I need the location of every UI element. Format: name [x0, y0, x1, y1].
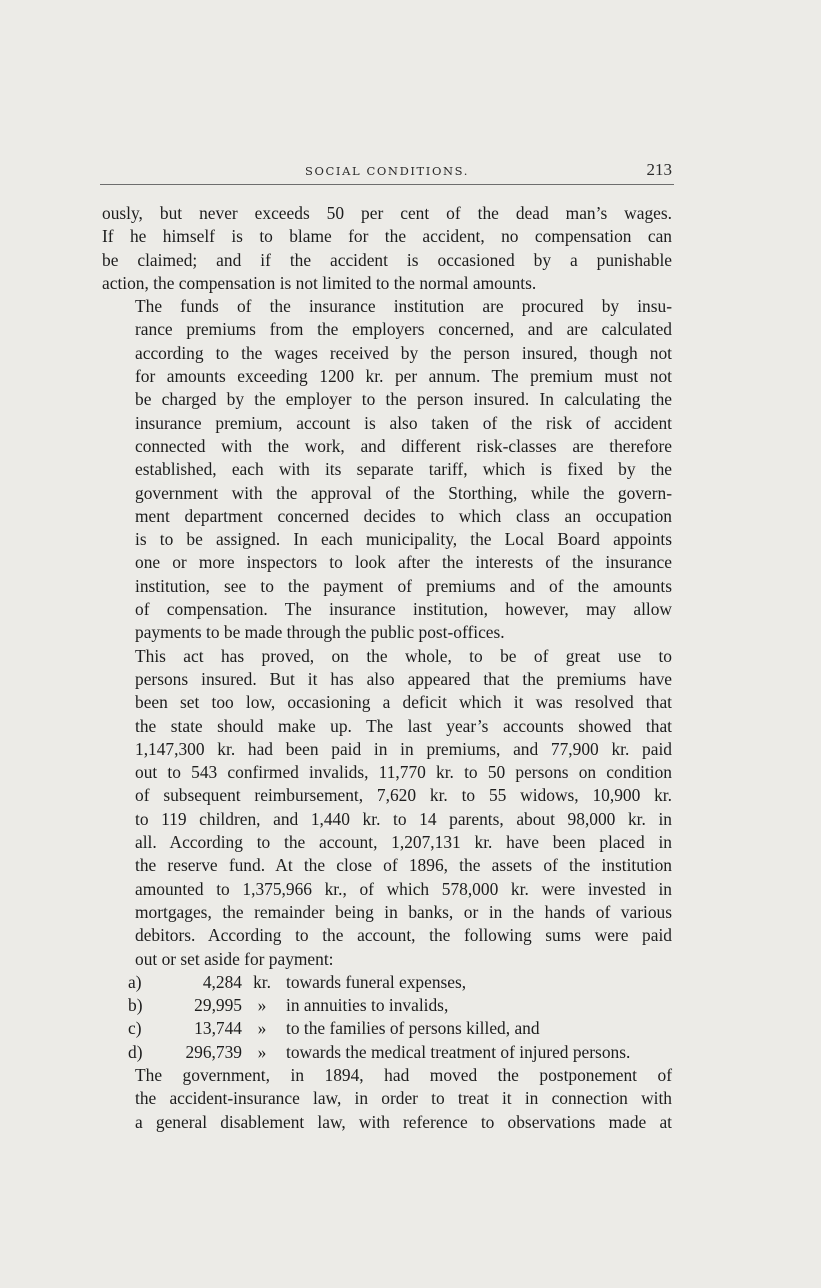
text-line: amounted to 1,375,966 kr., of which 578,000 kr. were invested in: [135, 878, 672, 899]
item-description: towards funeral expenses,: [286, 971, 467, 992]
text-line: the accident-insurance law, in order to treat it in connection with: [135, 1088, 672, 1109]
paragraph-4: [102, 1064, 672, 1134]
payment-list-item: [102, 1017, 672, 1040]
text-line: established, each with its separate tariff, which is fixed by the: [135, 459, 672, 480]
text-line: out to 543 confirmed invalids, 11,770 kr. to 50 persons on condition: [135, 762, 672, 783]
text-line: institution, see to the payment of premiums and of the amounts: [135, 575, 672, 596]
payment-list-item: [102, 971, 672, 994]
text-line: the state should make up. The last year’s accounts showed that: [135, 715, 672, 736]
text-line: a general disablement law, with reference to observations made at: [135, 1111, 672, 1132]
item-label: a): [128, 971, 142, 992]
payment-list-item: [102, 994, 672, 1017]
item-label: c): [128, 1018, 142, 1039]
text-line: be charged by the employer to the person insured. In calculating the: [135, 389, 672, 410]
text-line: for amounts exceeding 1200 kr. per annum. The premium must not: [135, 366, 672, 387]
text-line: debitors. According to the account, the following sums were paid: [135, 925, 672, 946]
text-line: been set too low, occasioning a deficit which it was resolved that: [135, 692, 672, 713]
text-line: If he himself is to blame for the accident, no compensation can: [102, 226, 672, 247]
text-line: one or more inspectors to look after the interests of the insurance: [135, 552, 672, 573]
item-unit: kr.: [253, 971, 271, 992]
text-line: all. According to the account, 1,207,131 kr. have been placed in: [135, 832, 672, 853]
item-unit: »: [257, 1041, 267, 1062]
text-line: action, the compensation is not limited to the normal amounts.: [102, 272, 537, 293]
item-description: in annuities to invalids,: [286, 995, 449, 1016]
text-line: persons insured. But it has also appeared that the premiums have: [135, 668, 672, 689]
item-description: to the families of persons killed, and: [286, 1018, 540, 1039]
text-line: to 119 children, and 1,440 kr. to 14 parents, about 98,000 kr. in: [135, 808, 672, 829]
item-amount: 29,995: [194, 995, 242, 1016]
item-amount: 4,284: [202, 971, 242, 992]
page-number: 213: [646, 160, 672, 179]
header-rule: [100, 184, 674, 185]
paragraph-3: [102, 645, 672, 971]
text-line: government with the approval of the Storthing, while the govern-: [135, 482, 672, 503]
text-line: mortgages, the remainder being in banks, or in the hands of various: [135, 901, 672, 922]
payment-list: [102, 971, 672, 1064]
text-line: out or set aside for payment:: [135, 948, 334, 969]
item-unit: »: [257, 995, 267, 1016]
body-text: [102, 202, 672, 1134]
item-amount: 296,739: [185, 1041, 242, 1062]
text-line: insurance premium, account is also taken of the risk of accident: [135, 412, 672, 433]
text-line: is to be assigned. In each municipality, the Local Board appoints: [135, 529, 672, 550]
text-line: of compensation. The insurance institution, however, may allow: [135, 599, 672, 620]
text-line: ment department concerned decides to which class an occupation: [135, 505, 672, 526]
paragraph-2: [102, 295, 672, 644]
text-line: payments to be made through the public post-offices.: [135, 622, 505, 643]
paragraph-1: [102, 202, 672, 295]
running-title: SOCIAL CONDITIONS.: [305, 164, 469, 178]
item-description: towards the medical treatment of injured persons.: [286, 1041, 631, 1062]
payment-list-item: [102, 1041, 672, 1064]
text-line: of subsequent reimbursement, 7,620 kr. to 55 widows, 10,900 kr.: [135, 785, 672, 806]
item-label: b): [128, 995, 143, 1016]
text-line: rance premiums from the employers concerned, and are calculated: [135, 319, 672, 340]
text-line: This act has proved, on the whole, to be of great use to: [135, 645, 672, 666]
text-line: ously, but never exceeds 50 per cent of the dead man’s wages.: [102, 203, 672, 223]
text-line: The funds of the insurance institution are procured by insu-: [135, 296, 672, 317]
text-line: according to the wages received by the person insured, though not: [135, 342, 672, 363]
item-amount: 13,744: [194, 1018, 242, 1039]
item-unit: »: [257, 1018, 267, 1039]
text-line: The government, in 1894, had moved the postponement of: [135, 1064, 672, 1085]
text-line: be claimed; and if the accident is occasioned by a punishable: [102, 249, 672, 270]
item-label: d): [128, 1041, 143, 1062]
text-line: 1,147,300 kr. had been paid in in premiums, and 77,900 kr. paid: [135, 738, 672, 759]
text-line: the reserve fund. At the close of 1896, the assets of the institution: [135, 855, 672, 876]
running-head: [100, 160, 674, 182]
text-line: connected with the work, and different risk-classes are therefore: [135, 435, 672, 456]
